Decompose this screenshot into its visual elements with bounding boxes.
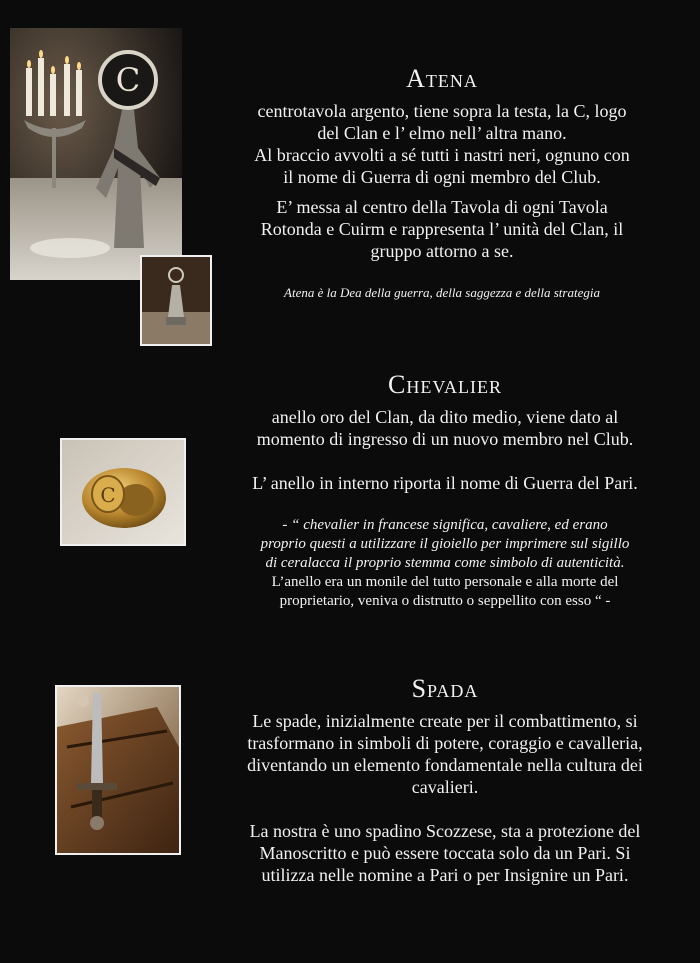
atena-candelabra-image: [10, 28, 182, 280]
atena-small-photo: [140, 255, 212, 346]
chevalier-quote-4: L’anello era un monile del tutto personale e alla morte del: [271, 574, 619, 590]
section-chevalier: [0, 360, 700, 660]
atena-line-5: E’ messa al centro della Tavola di ogni Tavola: [276, 197, 608, 217]
section-spada: [0, 660, 700, 963]
spada-line-4: cavalieri.: [411, 777, 479, 797]
atena-line-2: del Clan e l’ elmo nell’ altra mano.: [317, 123, 567, 143]
chevalier-title: Chevalier: [387, 370, 502, 399]
chevalier-line-2: momento di ingresso di un nuovo membro nel Club.: [256, 429, 634, 449]
chevalier-line-1: anello oro del Clan, da dito medio, viene dato al: [271, 407, 619, 427]
atena-line-3: Al braccio avvolti a sé tutti i nastri neri, ognuno con: [254, 145, 630, 165]
spada-line-2: trasformano in simboli di potere, coraggio e cavalleria,: [247, 733, 643, 753]
spada-text: [205, 674, 685, 886]
chevalier-quote-5: proprietario, veniva o distrutto o seppellito con esso “ -: [279, 593, 611, 609]
atena-text: [212, 64, 672, 301]
spada-sword-image: [57, 687, 179, 853]
spada-line-5: La nostra è uno spadino Scozzese, sta a protezione del: [249, 821, 641, 841]
atena-line-4: il nome di Guerra di ogni membro del Club.: [283, 167, 601, 187]
chevalier-quote-3: di ceralacca il proprio stemma come simbolo di autenticità.: [265, 555, 625, 571]
atena-note: Atena è la Dea della guerra, della saggezza e della strategia: [284, 285, 600, 300]
chevalier-line-3: L’ anello in interno riporta il nome di Guerra del Pari.: [252, 473, 638, 493]
atena-main-photo: [10, 28, 182, 280]
atena-statue-image: [142, 257, 210, 344]
spada-line-6: Manoscritto e può essere toccata solo da un Pari. Si: [259, 843, 631, 863]
chevalier-quote-1: - “ chevalier in francese significa, cavaliere, ed erano: [282, 517, 608, 533]
spada-line-1: Le spade, inizialmente create per il combattimento, si: [252, 711, 638, 731]
chevalier-ring-image: [62, 440, 184, 544]
atena-line-6: Rotonda e Cuirm e rappresenta l’ unità del Clan, il: [260, 219, 624, 239]
spada-line-3: diventando un elemento fondamentale nella cultura dei: [247, 755, 643, 775]
spada-sword-photo: [55, 685, 181, 855]
spada-title: Spada: [411, 674, 479, 703]
section-atena: [0, 0, 700, 360]
chevalier-ring-letter: C: [100, 483, 116, 507]
atena-line-7: gruppo attorno a se.: [370, 241, 514, 261]
spada-line-7: utilizza nelle nomine a Pari o per Insignire un Pari.: [261, 865, 629, 885]
chevalier-text: [210, 370, 680, 611]
chevalier-quote-2: proprio questi a utilizzare il gioiello per imprimere sul sigillo: [260, 536, 630, 552]
atena-logo-letter: C: [115, 61, 141, 99]
atena-line-1: centrotavola argento, tiene sopra la testa, la C, logo: [257, 101, 627, 121]
chevalier-ring-photo: [60, 438, 186, 546]
atena-title: Atena: [406, 64, 478, 93]
